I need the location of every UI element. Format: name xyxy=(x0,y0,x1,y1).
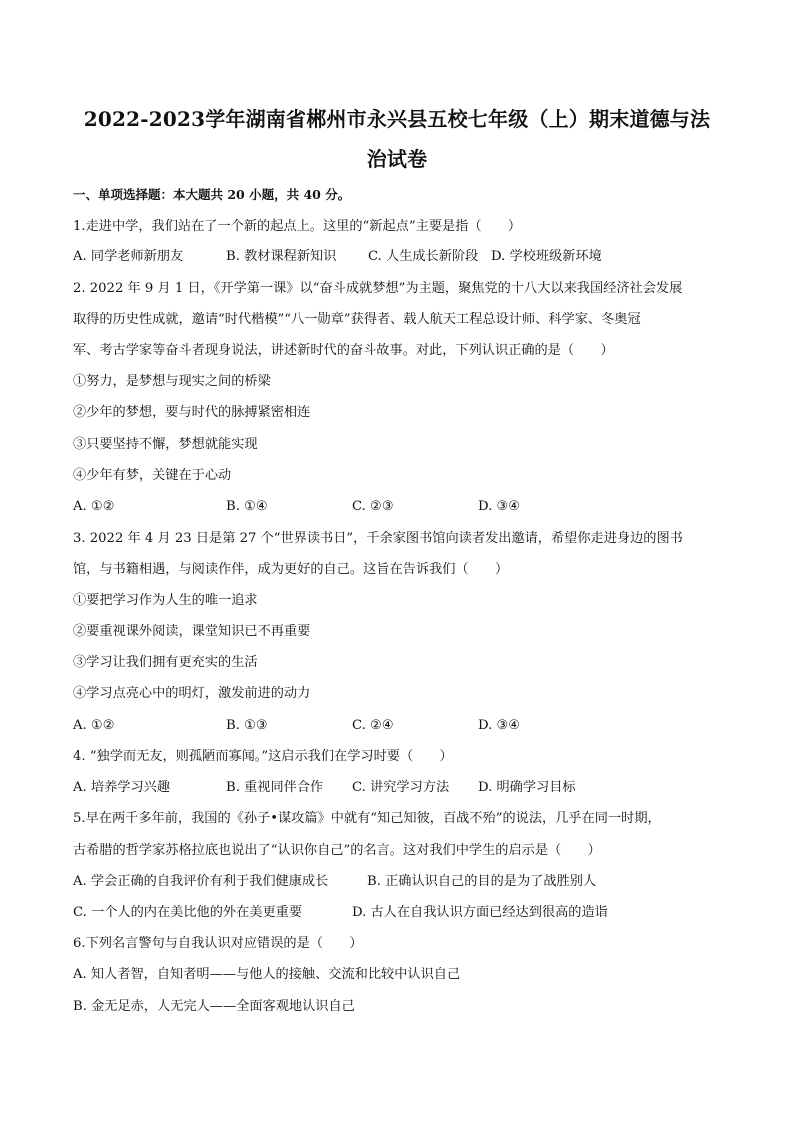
exam-title-line-1: 2022-2023学年湖南省郴州市永兴县五校七年级（上）期末道德与法 xyxy=(83,107,711,131)
q2-options xyxy=(73,498,520,516)
q1-option-b: B. 教材课程新知识 xyxy=(226,249,337,264)
q2-option-a: A. ①② xyxy=(73,499,115,514)
q2-statement-3: ③只要坚持不懈，梦想就能实现 xyxy=(73,437,258,452)
q3-option-b: B. ①③ xyxy=(226,718,268,733)
q6-option-a: A. 知人者智，自知者明——与他人的接触、交流和比较中认识自己 xyxy=(73,967,461,982)
q5-stem-line-2: 古希腊的哲学家苏格拉底也说出了“认识你自己”的名言。这对我们中学生的启示是（ ） xyxy=(73,843,601,858)
q4-option-b: B. 重视同伴合作 xyxy=(226,780,324,795)
q2-statement-4: ④少年有梦，关键在于心动 xyxy=(73,468,232,483)
q1-option-c: C. 人生成长新阶段 xyxy=(368,249,479,264)
q1-option-d: D. 学校班级新环境 xyxy=(491,249,602,264)
q3-stem-line-2: 馆，与书籍相遇，与阅读作伴，成为更好的自己。这旨在告诉我们（ ） xyxy=(73,562,509,577)
q2-option-c: C. ②③ xyxy=(352,499,394,514)
q4-option-c: C. 讲究学习方法 xyxy=(352,780,450,795)
q1-stem: 1.走进中学，我们站在了一个新的起点上。这里的“新起点”主要是指（ ） xyxy=(73,219,522,234)
q3-options xyxy=(73,717,520,735)
section-heading: 一、单项选择题：本大题共 20 小题，共 40 分。 xyxy=(73,187,351,202)
q5-option-a: A. 学会正确的自我评价有利于我们健康成长 xyxy=(73,874,329,889)
q3-option-c: C. ②④ xyxy=(352,718,394,733)
q2-option-b: B. ①④ xyxy=(226,499,268,514)
q2-stem-line-1: 2. 2022 年 9 月 1 日，《开学第一课》以“奋斗成就梦想”为主题，聚焦党的十八大以来我国经济社会发展 xyxy=(73,281,683,296)
q5-option-c: C. 一个人的内在美比他的外在美更重要 xyxy=(73,905,303,920)
q5-stem-line-1: 5.早在两千多年前，我国的《孙子•谋攻篇》中就有“知己知彼，百战不殆”的说法，几乎在同一时期， xyxy=(73,811,661,826)
q2-option-d: D. ③④ xyxy=(478,499,521,514)
q6-stem: 6.下列名言警句与自我认识对应错误的是（ ） xyxy=(73,936,363,951)
q4-option-d: D. 明确学习目标 xyxy=(478,780,576,795)
q5-option-b: B. 正确认识自己的目的是为了战胜别人 xyxy=(367,874,597,889)
q4-stem: 4. “独学而无友，则孤陋而寡闻。”这启示我们在学习时要（ ） xyxy=(73,749,453,764)
q4-option-a: A. 培养学习兴趣 xyxy=(73,780,171,795)
q3-statement-1: ①要把学习作为人生的唯一追求 xyxy=(73,593,258,608)
q3-stem-line-1: 3. 2022 年 4 月 23 日是第 27 个“世界读书日”，千余家图书馆向读者发出邀请，希望你走进身边的图书 xyxy=(73,531,683,546)
q6-option-b: B. 金无足赤，人无完人——全面客观地认识自己 xyxy=(73,999,355,1014)
q1-options xyxy=(73,248,602,266)
q5-options-row-2 xyxy=(73,904,608,922)
q2-statement-2: ②少年的梦想，要与时代的脉搏紧密相连 xyxy=(73,405,311,420)
q3-option-a: A. ①② xyxy=(73,718,115,733)
q3-statement-4: ④学习点亮心中的明灯，激发前进的动力 xyxy=(73,686,311,701)
q5-options-row-1 xyxy=(73,873,596,891)
q2-stem-line-2: 取得的历史性成就，邀请“时代楷模”“八一勋章”获得者、载人航天工程总设计师、科学家、冬奥冠 xyxy=(73,312,641,327)
q3-statement-3: ③学习让我们拥有更充实的生活 xyxy=(73,655,258,670)
q5-option-d: D. 古人在自我认识方面已经达到很高的造诣 xyxy=(352,905,608,920)
exam-title-line-2: 治试卷 xyxy=(366,147,428,171)
q3-statement-2: ②要重视课外阅读，课堂知识已不再重要 xyxy=(73,624,311,639)
q2-statement-1: ①努力，是梦想与现实之间的桥梁 xyxy=(73,374,271,389)
q4-options xyxy=(73,779,576,797)
q2-stem-line-3: 军、考古学家等奋斗者现身说法，讲述新时代的奋斗故事。对此，下列认识正确的是（ ） xyxy=(73,343,614,358)
q3-option-d: D. ③④ xyxy=(478,718,521,733)
q1-option-a: A. 同学老师新朋友 xyxy=(73,249,184,264)
